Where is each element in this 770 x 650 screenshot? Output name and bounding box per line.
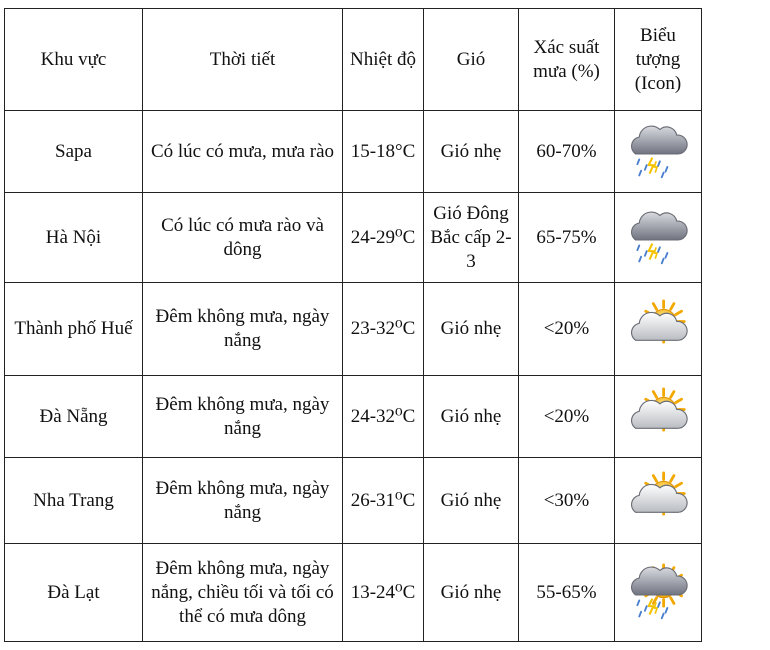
sun-rain-thunder-cloud-icon [628, 563, 688, 623]
table-row [5, 193, 702, 283]
table-row [5, 376, 702, 458]
cell-weather: Đêm không mưa, ngày nắng, chiều tối và tối có thể có mưa dông [143, 544, 343, 642]
weather-forecast-table [4, 8, 702, 642]
cell-weather: Có lúc có mưa, mưa rào [143, 111, 343, 193]
cell-rain-probability: 60-70% [519, 111, 615, 193]
cell-icon [615, 111, 702, 193]
cell-region: Nha Trang [5, 458, 143, 544]
cell-rain-probability: 65-75% [519, 193, 615, 283]
cell-wind: Gió nhẹ [424, 376, 519, 458]
table-row [5, 458, 702, 544]
cell-temperature: 15-18°C [343, 111, 424, 193]
cell-weather: Đêm không mưa, ngày nắng [143, 376, 343, 458]
header-icon: Biểu tượng (Icon) [615, 9, 702, 111]
cell-region: Hà Nội [5, 193, 143, 283]
cell-weather: Đêm không mưa, ngày nắng [143, 458, 343, 544]
cell-icon [615, 544, 702, 642]
table-row [5, 283, 702, 376]
cell-region: Thành phố Huế [5, 283, 143, 376]
header-temperature: Nhiệt độ [343, 9, 424, 111]
cell-temperature: 24-29⁰C [343, 193, 424, 283]
cell-weather: Có lúc có mưa rào và dông [143, 193, 343, 283]
sun-cloud-icon [628, 387, 688, 447]
cell-region: Đà Nẵng [5, 376, 143, 458]
table-row [5, 111, 702, 193]
table-row [5, 544, 702, 642]
cell-rain-probability: 55-65% [519, 544, 615, 642]
header-weather: Thời tiết [143, 9, 343, 111]
cell-wind: Gió nhẹ [424, 544, 519, 642]
rain-thunder-cloud-icon [628, 122, 688, 182]
sun-cloud-icon [628, 471, 688, 531]
cell-region: Đà Lạt [5, 544, 143, 642]
header-wind: Gió [424, 9, 519, 111]
sun-cloud-icon [628, 299, 688, 359]
cell-icon [615, 193, 702, 283]
cell-temperature: 24-32⁰C [343, 376, 424, 458]
cell-wind: Gió nhẹ [424, 111, 519, 193]
rain-thunder-cloud-icon [628, 208, 688, 268]
cell-rain-probability: <20% [519, 376, 615, 458]
cell-rain-probability: <30% [519, 458, 615, 544]
cell-rain-probability: <20% [519, 283, 615, 376]
cell-wind: Gió Đông Bắc cấp 2-3 [424, 193, 519, 283]
header-region: Khu vực [5, 9, 143, 111]
cell-icon [615, 376, 702, 458]
cell-icon [615, 283, 702, 376]
cell-temperature: 13-24⁰C [343, 544, 424, 642]
cell-icon [615, 458, 702, 544]
cell-weather: Đêm không mưa, ngày nắng [143, 283, 343, 376]
cell-region: Sapa [5, 111, 143, 193]
header-rain-probability: Xác suất mưa (%) [519, 9, 615, 111]
table-header-row [5, 9, 702, 111]
cell-wind: Gió nhẹ [424, 283, 519, 376]
cell-temperature: 23-32⁰C [343, 283, 424, 376]
cell-temperature: 26-31⁰C [343, 458, 424, 544]
cell-wind: Gió nhẹ [424, 458, 519, 544]
